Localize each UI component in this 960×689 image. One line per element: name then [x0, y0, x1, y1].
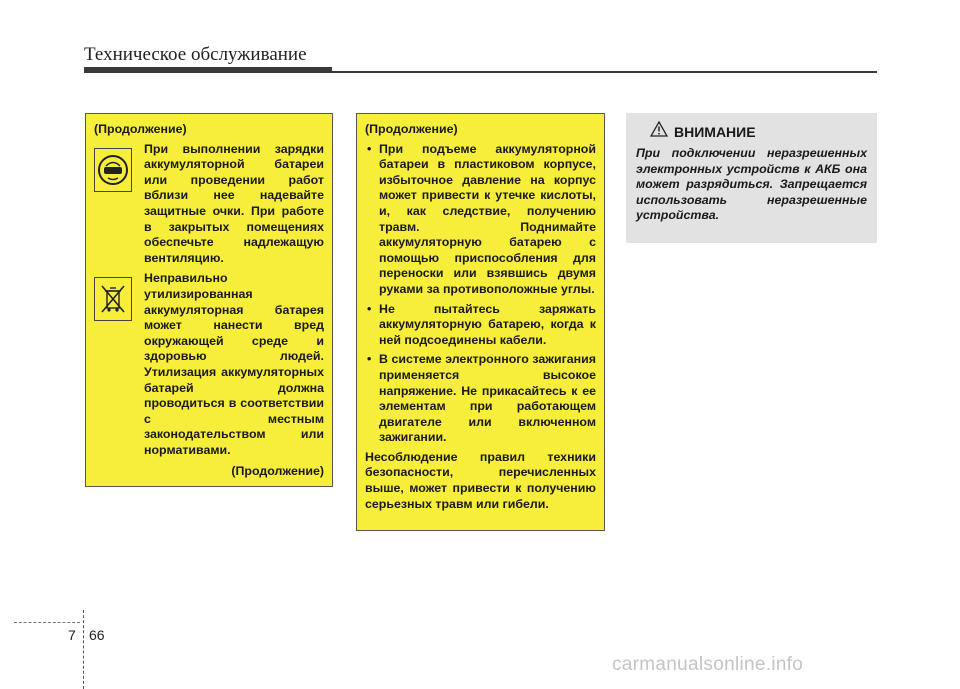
- mid-box-closing: Несоблюдение правил техники безопасности, перечисленных выше, может привести к получению серьезных травм или гибели.: [365, 449, 596, 511]
- goggles-item: [94, 142, 324, 267]
- left-box-continued: (Продолжение): [231, 464, 324, 479]
- mid-box-bullets: [365, 142, 596, 446]
- page-title: Техническое обслуживание: [84, 44, 307, 65]
- disposal-item: [94, 271, 324, 458]
- list-item: • При подъеме аккумуляторной батареи в пластиковом корпусе, избыточное давление на корпус может привести к утечке кислоты, и, как следствие, получению травм. Поднимайте аккумуляторную батарею с помощью приспособления для переноски или взявшись двумя руками за противоположные углы.: [365, 142, 596, 298]
- crop-mark-horizontal: [14, 622, 80, 623]
- header-rule-thick: [84, 67, 332, 73]
- list-item: • В системе электронного зажигания применяется высокое напряжение. Не прикасайтесь к ее элементам при работающем двигателе или включенном зажигании.: [365, 352, 596, 446]
- warning-box: [626, 113, 877, 243]
- goggles-item-text: При выполнении зарядки аккумуляторной батареи или проведении работ вблизи нее надевайте защитные очки. При работе в закрытых помещениях обеспечьте надлежащую вентиляцию.: [144, 141, 324, 265]
- watermark: carmanualsonline.info: [612, 654, 804, 675]
- crop-mark-vertical: [83, 610, 84, 689]
- warning-text: При подключении неразрешенных электронных устройств к АКБ она может разрядиться. Запрещается использовать неразрешенные устройства.: [636, 146, 867, 223]
- disposal-item-text: Неправильно утилизированная аккумуляторная батарея может нанести вред окружающей среде и здоровью людей. Утилизация аккумуляторных батарей должна проводиться в соответствии с местным законодательством или нормативами.: [144, 271, 324, 457]
- warning-triangle-icon: [650, 121, 668, 142]
- left-box-heading: (Продолжение): [94, 122, 187, 136]
- warning-title: ВНИМАНИЕ: [674, 123, 756, 140]
- section-number: 7: [68, 627, 76, 643]
- list-item: • Не пытайтесь заряжать аккумуляторную батарею, когда к ней подсоединены кабели.: [365, 302, 596, 349]
- page-number: 66: [89, 627, 105, 643]
- caution-box-middle: [356, 113, 605, 531]
- crossed-bin-icon: [94, 277, 132, 321]
- mid-box-heading: (Продолжение): [365, 122, 458, 136]
- safety-goggles-icon: [94, 148, 132, 192]
- caution-box-left: [85, 113, 333, 487]
- header-rule-thin: [332, 71, 877, 73]
- warning-header: [650, 121, 867, 142]
